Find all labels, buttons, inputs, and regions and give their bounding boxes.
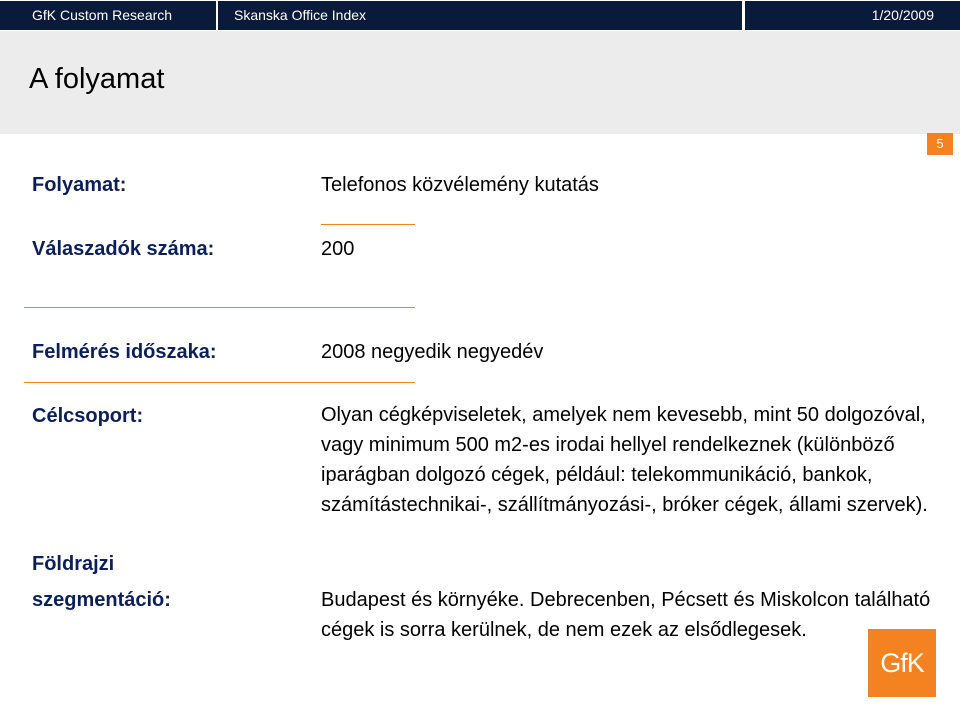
respondents-value: 200 [321, 238, 355, 260]
geo-label-line1: Földrajzi [32, 553, 115, 575]
process-label: Folyamat: [32, 174, 127, 196]
title-band [0, 31, 960, 134]
respondents-label: Válaszadók száma: [32, 238, 215, 260]
geo-value: Budapest és környéke. Debrecenben, Pécsett és Miskolcon található cégek is sorra kerülnek, de nem ezek az elsődlegesek. [321, 589, 931, 641]
geo-label-line2: szegmentáció: [32, 589, 171, 611]
period-label: Felmérés időszaka: [32, 341, 217, 363]
divider [24, 382, 415, 383]
page-number-badge: 5 [927, 133, 953, 155]
page-title: A folyamat [29, 63, 165, 95]
gfk-logo: GfK [868, 629, 936, 697]
target-label: Célcsoport: [32, 405, 144, 427]
divider-short [321, 224, 415, 225]
divider [24, 307, 415, 308]
period-value: 2008 negyedik negyedév [321, 341, 544, 363]
header-brand: GfK Custom Research [0, 1, 216, 30]
process-value: Telefonos közvélemény kutatás [321, 174, 599, 196]
target-value: Olyan cégképviseletek, amelyek nem kevesebb, mint 50 dolgozóval, vagy minimum 500 m2-es irodai hellyel rendelkeznek (különböző iparágban dolgozó cégek, például: telekommunikáció, bankok, számítástechnikai-, szállítmányozási-, bróker cégek, állami szervek). [321, 404, 928, 516]
header-bar [0, 0, 960, 31]
header-project: Skanska Office Index [218, 1, 742, 30]
header-date: 1/20/2009 [745, 1, 960, 30]
